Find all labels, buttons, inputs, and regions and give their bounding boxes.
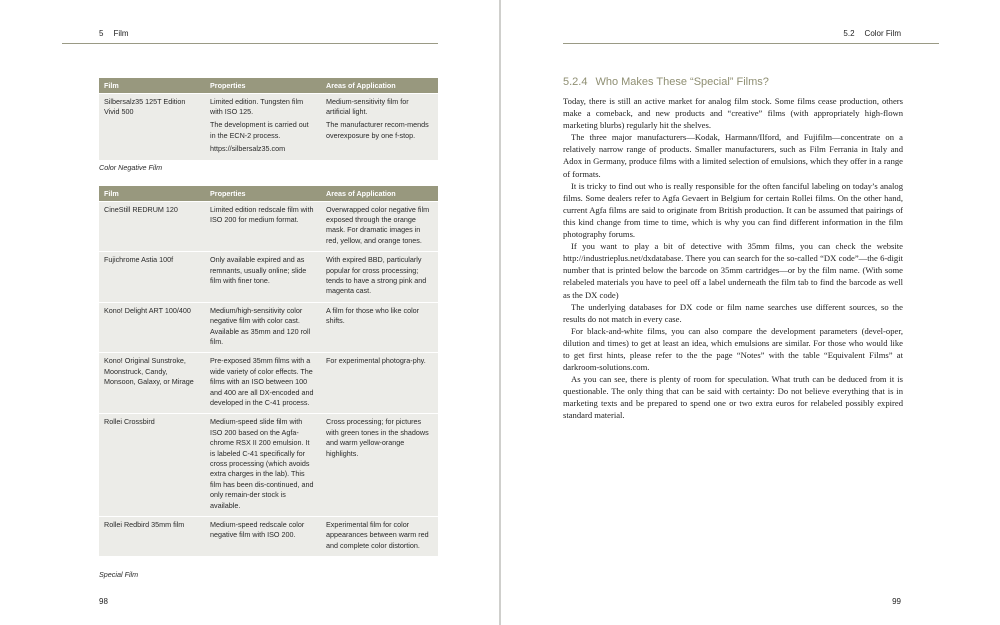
header-rule (563, 43, 939, 44)
paragraph: As you can see, there is plenty of room for speculation. What truth can be deduced from it is questionable. The only thing that can be said with certainty: Do not believe everything that is in marketing texts and be prepared to spend one or two extra euros for relabeled possibly expired standard material. (563, 374, 903, 421)
section-title: Color Film (864, 29, 901, 38)
table-row (99, 252, 438, 303)
properties-cell: Medium-speed slide film with ISO 200 based on the Agfa-chrome RSX II 200 emulsion. It is labeled C-41 specifically for cross processing (which avoids extra charges in the lab). This film has been dis-continued, and only remain-der stock is available. (205, 414, 321, 517)
film-name-cell: CineStill REDRUM 120 (99, 201, 205, 252)
paragraph: The underlying databases for DX code or film name searches use different sources, so the results do not match in every case. (563, 301, 903, 324)
body-text (563, 95, 903, 422)
film-name-cell: Kono! Original Sunstroke, Moonstruck, Candy, Monsoon, Galaxy, or Mirage (99, 353, 205, 414)
table-row (99, 414, 438, 517)
application-text: The manufacturer recom-mends overexposure by one f-stop. (326, 120, 429, 140)
properties-cell: Limited edition redscale film with ISO 200 for medium format. (205, 201, 321, 252)
application-text: Medium-sensitivity film for artificial light. (326, 96, 409, 116)
properties-cell: Only available expired and as remnants, usually online; slide film with finer tone. (205, 252, 321, 303)
left-page (0, 0, 499, 625)
column-header-properties: Properties (205, 78, 321, 93)
properties-cell: Pre-exposed 35mm films with a wide variety of color effects. The films with an ISO between 100 and 400 are all DX-encoded and developed in the C-41 process. (205, 353, 321, 414)
column-header-film: Film (99, 186, 205, 201)
table-caption: Special Film (99, 570, 139, 579)
paragraph: If you want to play a bit of detective with 35mm films, you can check the website http://industrieplus.net/dxdatabase. There you can search for the so-called “DX code”—the 6-digit number that is printed below the barcode on 35mm cartridges—or by the film name. (With some relabeled materials you have to peel off a label underneath the film tab to find the barcode as well as the DX code) (563, 241, 903, 300)
running-head (99, 29, 129, 38)
subsection-title: Who Makes These “Special” Films? (595, 76, 769, 88)
subsection-heading (563, 76, 769, 88)
properties-cell: Medium-speed redscale color negative film with ISO 200. (205, 517, 321, 557)
table-caption: Color Negative Film (99, 163, 163, 172)
paragraph: For black-and-white films, you can also compare the development parameters (devel-oper, dilution and times) to get at least an idea, which emulsions are similar. For those who would like to get first hints, please refer to the the page “Notes” with the table “Equivalent Films” at darkroom-solutions.com. (563, 325, 903, 373)
film-name-cell: Rollei Redbird 35mm film (99, 517, 205, 557)
header-rule (62, 43, 438, 44)
chapter-title: Film (113, 29, 129, 38)
properties-link[interactable]: https://silbersalz35.com (210, 144, 286, 154)
table-row (99, 302, 438, 353)
column-header-properties: Properties (205, 186, 321, 201)
column-header-application: Areas of Application (321, 186, 438, 201)
subsection-number: 5.2.4 (563, 76, 588, 88)
application-cell: With expired BBD, particularly popular for cross processing; tends to have a strong pink and magenta cast. (321, 252, 438, 303)
paragraph: The three major manufacturers—Kodak, Harmann/Ilford, and Fujifilm—concentrate on a relatively narrow range of products. Smaller manufacturers, such as Film Ferrania in Italy and Adox in Germany, produce films with a limited selection of emulsions, which they offer in a range of formats. (563, 132, 903, 179)
table-row (99, 201, 438, 252)
application-cell: Experimental film for color appearances between warm red and complete color distortion. (321, 517, 438, 557)
application-cell: For experimental photogra-phy. (321, 353, 438, 414)
section-number: 5.2 (843, 29, 855, 38)
right-page (501, 0, 1000, 625)
chapter-number: 5 (99, 29, 104, 38)
properties-text: The development is carried out in the ECN-2 process. (210, 120, 309, 140)
film-name-cell: Kono! Delight ART 100/400 (99, 302, 205, 353)
table-header-row (99, 78, 438, 93)
application-cell: Cross processing; for pictures with green tones in the shadows and warm yellow-orange highlights. (321, 414, 438, 517)
special-film-table (99, 186, 438, 556)
table-row (99, 517, 438, 557)
table-row (99, 93, 438, 160)
properties-text: Limited edition. Tungsten film with ISO 125. (210, 96, 304, 116)
column-header-film: Film (99, 78, 205, 93)
film-name-cell: Rollei Crossbird (99, 414, 205, 517)
application-cell: A film for those who like color shifts. (321, 302, 438, 353)
page-number: 98 (99, 597, 108, 606)
paragraph: It is tricky to find out who is really responsible for the often fanciful labeling on today’s analog films. Some dealers refer to Agfa Gevaert in Belgium for certain Rollei films. On the other hand, current Agfa films are said to originate from British production. It can be assumed that pairings of this kind change from time to time, which is why you can find different information in the film photography forums. (563, 180, 903, 240)
application-cell (321, 93, 438, 160)
properties-cell (205, 93, 321, 160)
film-name-cell: Silbersalz35 125T Edition Vivid 500 (99, 93, 205, 160)
application-cell: Overwrapped color negative film exposed through the orange mask. For dramatic images in red, yellow, and orange tones. (321, 201, 438, 252)
table-header-row (99, 186, 438, 201)
properties-cell: Medium/high-sensitivity color negative film with color cast. Available as 35mm and 120 roll film. (205, 302, 321, 353)
column-header-application: Areas of Application (321, 78, 438, 93)
paragraph: Today, there is still an active market for analog film stock. Some films cease production, others make a comeback, and new products and “creative” films (with appropriately high-flown marketing blurbs) regularly hit the shelves. (563, 96, 903, 131)
film-name-cell: Fujichrome Astia 100f (99, 252, 205, 303)
running-head (843, 29, 901, 38)
page-number: 99 (892, 597, 901, 606)
color-negative-film-table (99, 78, 438, 160)
table-row (99, 353, 438, 414)
